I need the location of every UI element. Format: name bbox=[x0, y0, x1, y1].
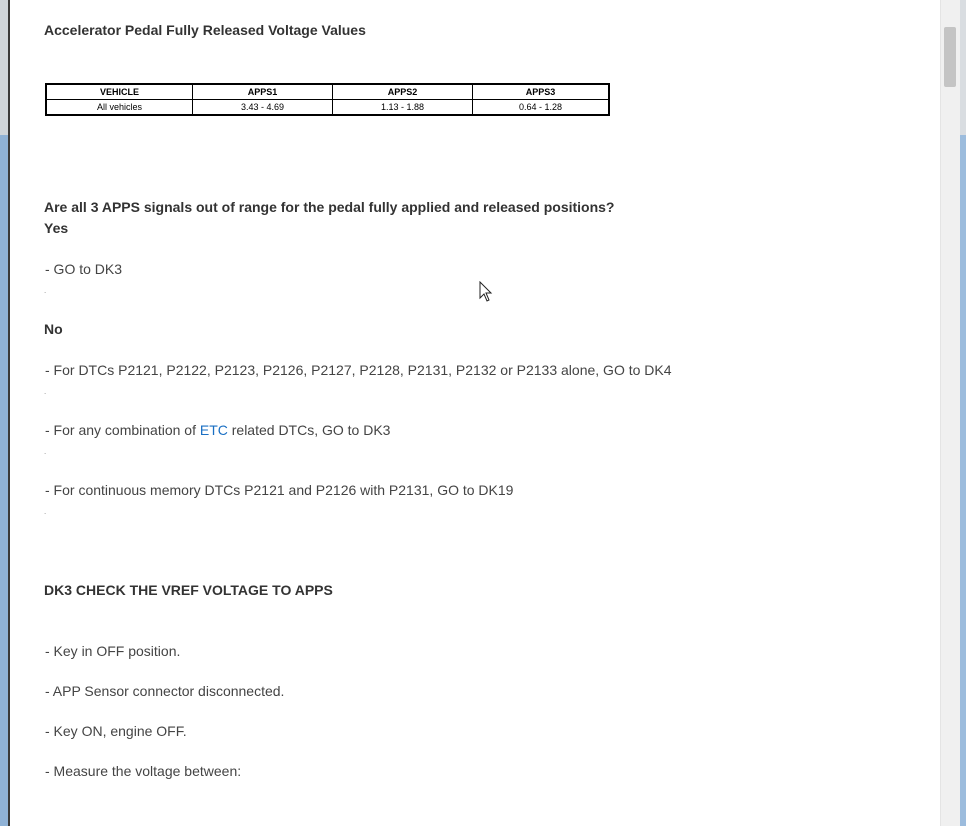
no-label: No bbox=[44, 321, 63, 337]
left-accent-strip bbox=[0, 135, 8, 826]
no-item-etc-combination bbox=[45, 422, 390, 438]
yes-item: - GO to DK3 bbox=[45, 261, 123, 277]
table-cell: 1.13 - 1.88 bbox=[333, 100, 473, 116]
window-right-border bbox=[960, 0, 966, 826]
question-text: Are all 3 APPS signals out of range for the pedal fully applied and released positions? bbox=[44, 199, 615, 215]
dk3-step: - Key in OFF position. bbox=[45, 643, 181, 659]
column-header: APPS1 bbox=[193, 84, 333, 100]
scrollbar-thumb[interactable] bbox=[944, 27, 956, 87]
table-row bbox=[46, 100, 609, 116]
section-title: Accelerator Pedal Fully Released Voltage Values bbox=[44, 22, 366, 38]
voltage-table bbox=[45, 83, 610, 116]
yes-label: Yes bbox=[44, 220, 69, 236]
dk3-step: - APP Sensor connector disconnected. bbox=[45, 683, 285, 699]
dk3-step: - Key ON, engine OFF. bbox=[45, 723, 187, 739]
right-accent-strip bbox=[960, 135, 966, 826]
separator-dot: . bbox=[44, 507, 47, 516]
dk3-title: DK3 CHECK THE VREF VOLTAGE TO APPS bbox=[44, 582, 333, 598]
table-header-row bbox=[46, 84, 609, 100]
no-item-continuous-memory: - For continuous memory DTCs P2121 and P2126 with P2131, GO to DK19 bbox=[45, 482, 514, 498]
column-header: APPS2 bbox=[333, 84, 473, 100]
separator-dot: . bbox=[44, 387, 47, 396]
window-left-border bbox=[0, 0, 10, 826]
etc-link[interactable]: ETC bbox=[199, 422, 228, 438]
no-item-prefix: - For any combination of bbox=[45, 422, 200, 438]
mouse-cursor-icon bbox=[479, 281, 493, 303]
no-item-suffix: related DTCs, GO to DK3 bbox=[227, 422, 391, 438]
separator-dot: . bbox=[44, 447, 47, 456]
document-page bbox=[10, 0, 940, 826]
dk3-step: - Measure the voltage between: bbox=[45, 763, 242, 779]
table-cell: 3.43 - 4.69 bbox=[193, 100, 333, 116]
table-cell: 0.64 - 1.28 bbox=[473, 100, 610, 116]
separator-dot: . bbox=[44, 286, 47, 295]
table-cell: All vehicles bbox=[46, 100, 193, 116]
vertical-scrollbar[interactable] bbox=[940, 0, 961, 826]
column-header: APPS3 bbox=[473, 84, 610, 100]
no-item-dtcs-alone: - For DTCs P2121, P2122, P2123, P2126, P2127, P2128, P2131, P2132 or P2133 alone, GO to DK4 bbox=[45, 362, 672, 378]
column-header: VEHICLE bbox=[46, 84, 193, 100]
